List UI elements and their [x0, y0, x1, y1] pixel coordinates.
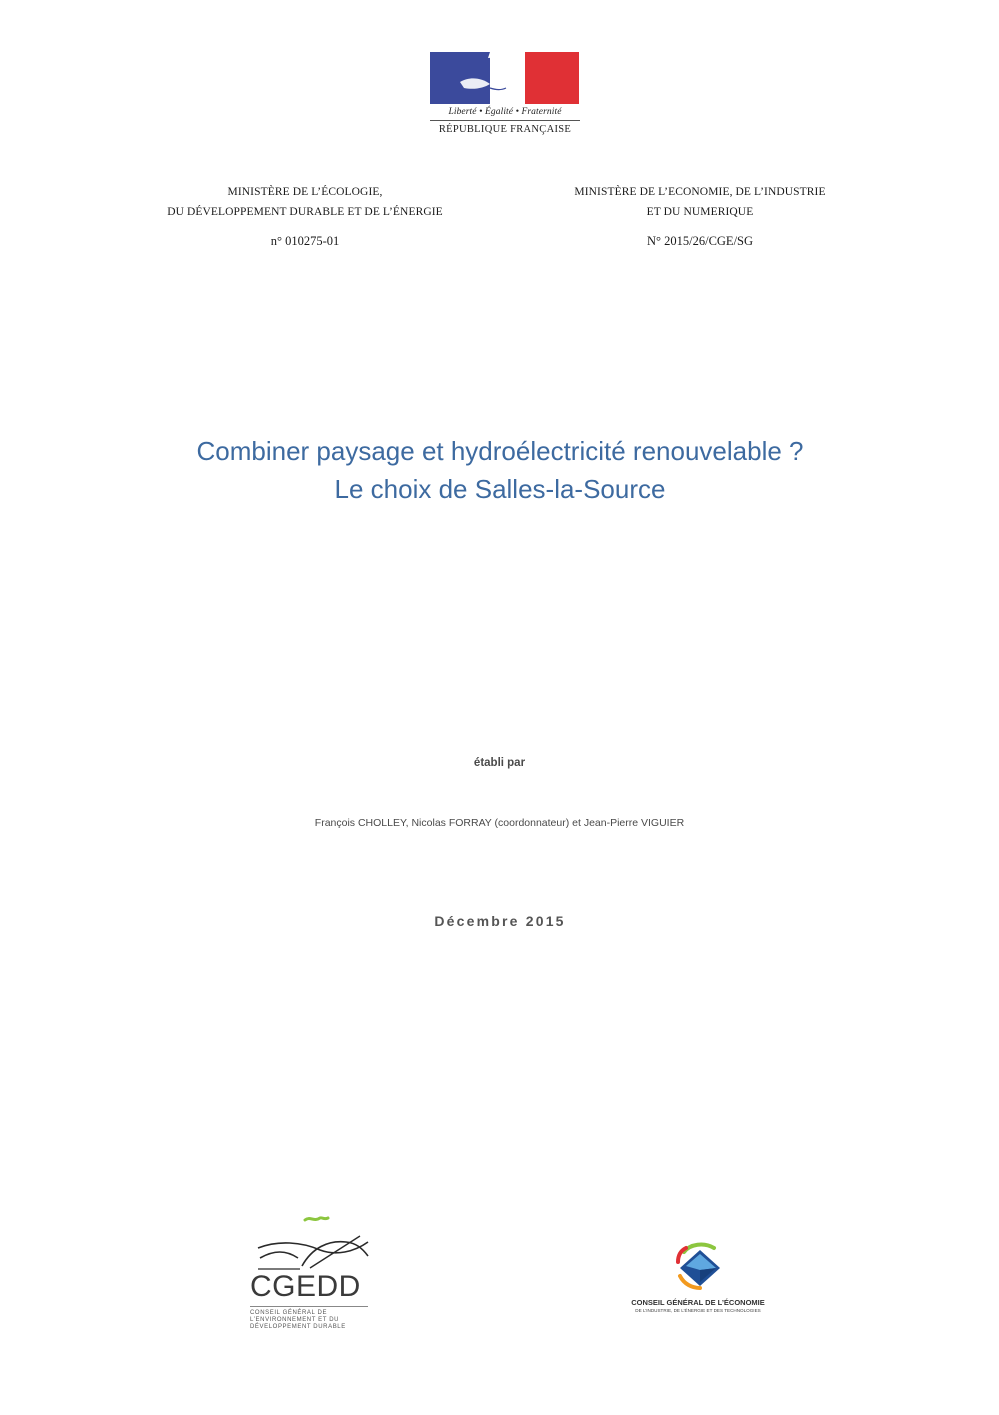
republique-francaise-logo	[430, 52, 580, 135]
ministry-economy	[530, 182, 870, 222]
cge-subtitle: DE L’INDUSTRIE, DE L’ÉNERGIE ET DES TECHNOLOGIES	[635, 1308, 761, 1313]
ministry-ecology	[120, 182, 490, 222]
republic-name: RÉPUBLIQUE FRANÇAISE	[438, 124, 572, 135]
authors: François CHOLLEY, Nicolas FORRAY (coordonnateur) et Jean-Pierre VIGUIER	[314, 817, 685, 829]
report-title-line-1: Combiner paysage et hydroélectricité renouvelable ?	[196, 436, 804, 466]
republic-motto: Liberté • Égalité • Fraternité	[448, 107, 562, 117]
cgedd-landscape-icon	[250, 1212, 375, 1270]
logo-divider	[430, 120, 580, 121]
marianne-flag-icon	[430, 52, 579, 104]
cge-logo	[608, 1240, 788, 1313]
ministry-ecology-line-1: MINISTÈRE DE L’ÉCOLOGIE,	[227, 186, 383, 198]
reference-number-right: N° 2015/26/CGE/SG	[646, 234, 754, 248]
ministry-ecology-line-2: DU DÉVELOPPEMENT DURABLE ET DE L’ÉNERGIE	[167, 206, 443, 218]
report-date: Décembre 2015	[434, 913, 566, 929]
cgedd-logo	[250, 1212, 375, 1331]
ministry-economy-line-1: MINISTÈRE DE L’ECONOMIE, DE L’INDUSTRIE	[574, 186, 826, 198]
cgedd-name: CGEDD	[250, 1270, 361, 1303]
cgedd-subtitle-line-1: CONSEIL GÉNÉRAL DE	[250, 1310, 328, 1316]
cgedd-subtitle-line-2: L’ENVIRONNEMENT ET DU	[250, 1317, 340, 1323]
cge-name: CONSEIL GÉNÉRAL DE L’ÉCONOMIE	[631, 1298, 765, 1307]
report-title-line-2: Le choix de Salles-la-Source	[334, 474, 666, 504]
reference-number-left: n° 010275-01	[270, 234, 340, 248]
report-title	[50, 432, 950, 508]
cgedd-subtitle-line-3: DÉVELOPPEMENT DURABLE	[250, 1324, 346, 1330]
cgedd-subtitle	[250, 1306, 368, 1331]
established-by-label: établi par	[473, 757, 526, 769]
ministry-economy-line-2: ET DU NUMERIQUE	[646, 206, 754, 218]
cge-diamond-icon	[668, 1240, 728, 1290]
